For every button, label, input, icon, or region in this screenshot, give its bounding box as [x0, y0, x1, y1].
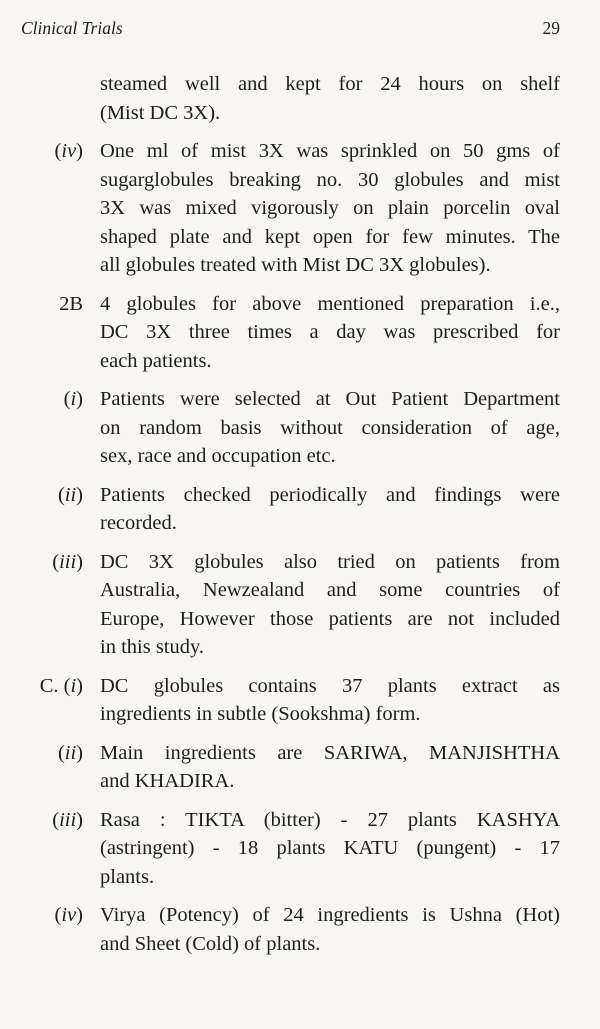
list-item	[0, 137, 600, 280]
item-label: C. (i)	[39, 674, 83, 697]
text-line: in this study.	[100, 636, 205, 658]
text-line: (astringent) - 18 plants KATU (pungent) - 17	[100, 837, 560, 859]
item-label: (ii)	[57, 741, 83, 764]
item-text	[100, 385, 560, 471]
text-line: and Sheet (Cold) of plants.	[100, 932, 321, 955]
list-item	[0, 481, 600, 538]
item-numeral: ii	[64, 483, 77, 506]
running-header-title: Clinical Trials	[21, 18, 123, 38]
list-item	[0, 806, 600, 892]
text-line: on random basis without consideration of age,	[100, 416, 560, 439]
text-line: each patients.	[100, 349, 212, 372]
item-numeral: ii	[64, 741, 77, 764]
item-prefix: 2B	[59, 292, 83, 315]
text-line: Virya (Potency) of 24 ingredients is Ushna (Hot)	[100, 904, 560, 926]
text-line: Australia, Newzealand and some countries of	[100, 579, 560, 601]
item-label: (iv)	[54, 140, 83, 162]
text-line: sex, race and occupation etc.	[100, 445, 336, 467]
item-text	[100, 137, 560, 280]
list-item	[0, 901, 600, 958]
text-line: 3X was mixed vigorously on plain porcelin oval	[100, 197, 560, 219]
text-line: all globules treated with Mist DC 3X globules).	[100, 254, 491, 276]
list-item	[0, 385, 600, 471]
item-numeral: iii	[59, 808, 77, 831]
list-item	[0, 672, 600, 729]
list-item	[0, 739, 600, 796]
item-numeral: i	[70, 388, 77, 410]
text-line: plants.	[100, 865, 155, 888]
item-text	[100, 901, 560, 958]
text-line: Europe, However those patients are not included	[100, 607, 560, 630]
item-numeral: iv	[61, 140, 77, 162]
text-line: sugarglobules breaking no. 30 globules and mist	[100, 168, 560, 191]
item-numeral: iv	[61, 904, 77, 926]
item-label	[59, 290, 83, 319]
item-prefix: C.	[39, 674, 64, 697]
item-text	[100, 806, 560, 892]
text-line: ingredients in subtle (Sookshma) form.	[100, 703, 421, 725]
list-item	[0, 290, 600, 376]
list-item	[0, 70, 600, 127]
text-line: (Mist DC 3X).	[100, 101, 221, 124]
list-item	[0, 548, 600, 662]
page-body	[0, 70, 600, 958]
text-line: DC globules contains 37 plants extract as	[100, 674, 560, 697]
text-line: and KHADIRA.	[100, 770, 235, 792]
item-label: (ii)	[57, 483, 83, 506]
text-line: 4 globules for above mentioned preparation i.e.,	[100, 292, 560, 315]
page-number: 29	[542, 18, 560, 38]
text-line: Patients checked periodically and findings were	[100, 483, 560, 506]
text-line: Patients were selected at Out Patient Department	[100, 388, 560, 410]
item-text	[100, 70, 560, 127]
item-text	[100, 548, 560, 662]
text-line: recorded.	[100, 512, 177, 534]
item-text	[100, 290, 560, 376]
item-text	[100, 672, 560, 729]
text-line: DC 3X globules also tried on patients from	[100, 550, 560, 573]
item-label: (iv)	[54, 904, 83, 926]
item-label: (iii)	[52, 808, 83, 831]
item-label: (iii)	[52, 550, 83, 573]
text-line: One ml of mist 3X was sprinkled on 50 gms of	[100, 140, 560, 162]
text-line: DC 3X three times a day was prescribed for	[100, 321, 560, 343]
text-line: steamed well and kept for 24 hours on shelf	[100, 73, 560, 95]
text-line: Main ingredients are SARIWA, MANJISHTHA	[100, 741, 560, 764]
item-numeral: iii	[59, 550, 77, 573]
text-line: shaped plate and kept open for few minutes. The	[100, 225, 560, 248]
item-label: (i)	[63, 388, 83, 410]
text-line: Rasa : TIKTA (bitter) - 27 plants KASHYA	[100, 808, 560, 831]
item-numeral: i	[70, 674, 77, 697]
item-text	[100, 739, 560, 796]
item-text	[100, 481, 560, 538]
